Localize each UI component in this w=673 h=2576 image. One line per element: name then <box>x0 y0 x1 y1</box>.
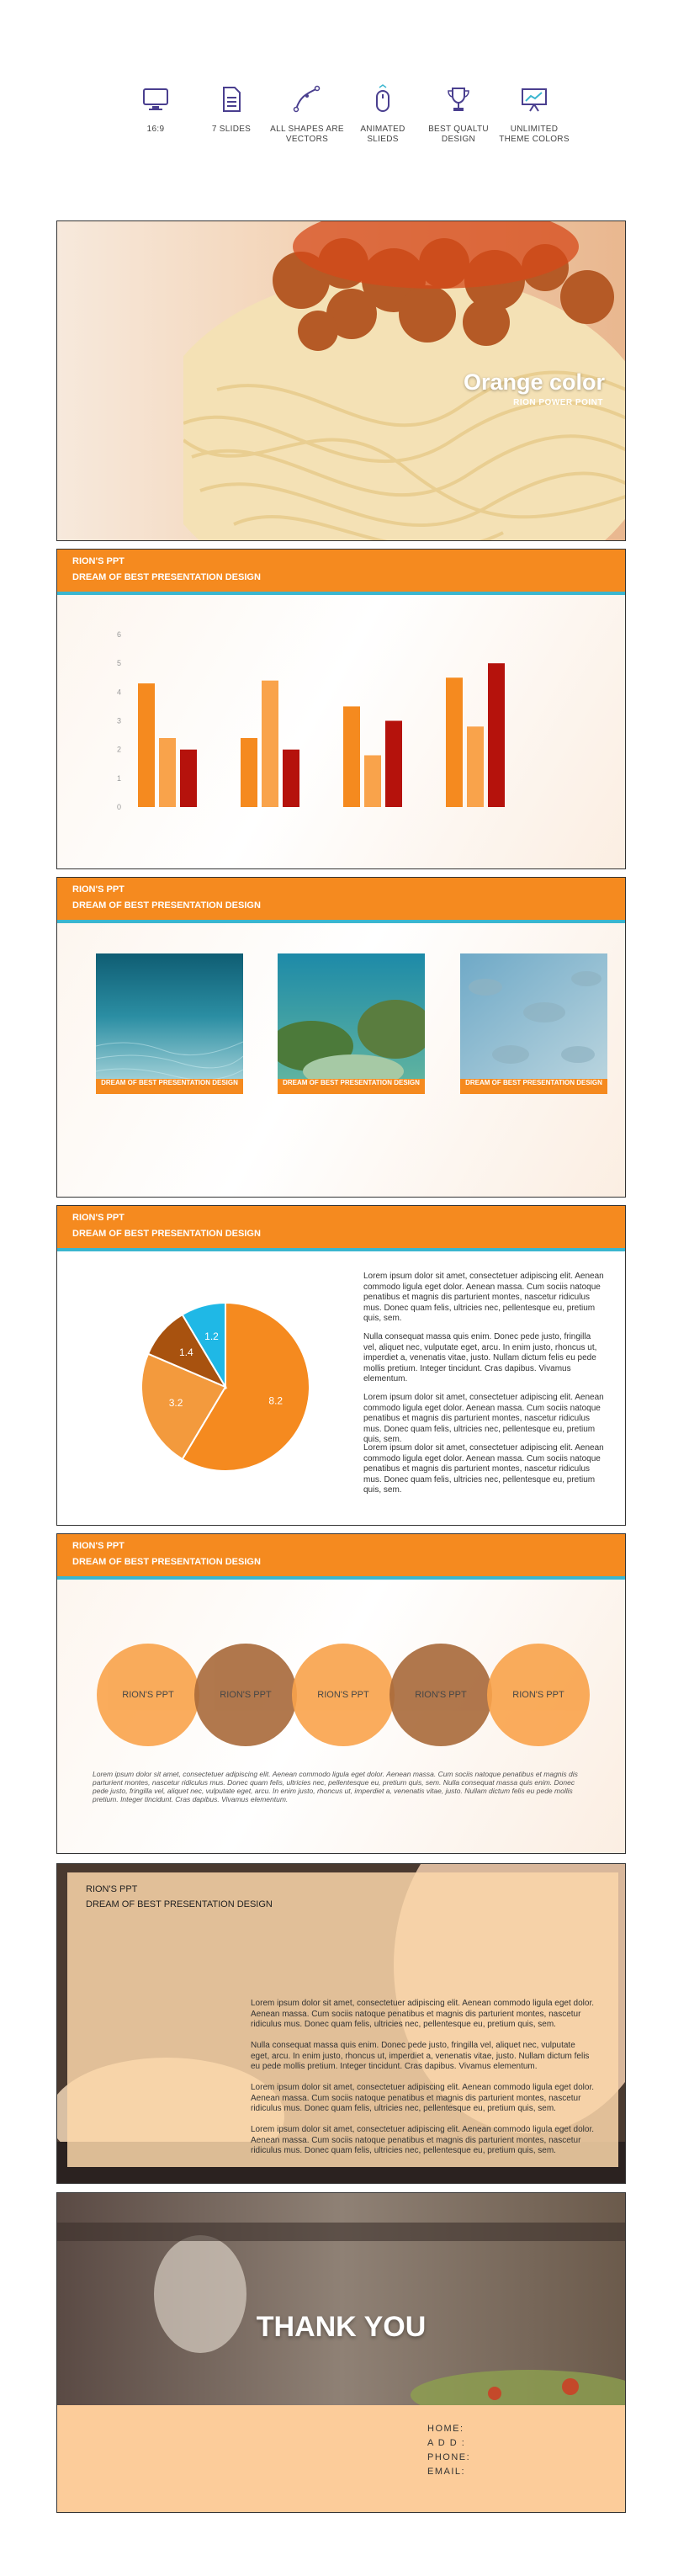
feature-label: ALL SHAPES ARE VECTORS <box>270 125 344 144</box>
y-tick-label: 6 <box>116 630 121 639</box>
contact-panel <box>57 2405 625 2513</box>
photo-card[interactable] <box>460 953 607 1086</box>
slide-banner <box>57 878 625 920</box>
panel-title: RION'S PPT <box>86 1884 138 1894</box>
feature-label: ANIMATED SLIEDS <box>360 125 405 144</box>
circles-paragraph: Lorem ipsum dolor sit amet, consectetuer adipiscing elit. Aenean commodo ligula eget dolor. Aenean massa. Cum sociis natoque penatibus et magnis dis parturient montes, nascetur ridiculus mus. Donec quam felis, ultricies nec, pellentesque eu, pretium quis, sem. Nulla consequat massa quis enim. Donec pede justo, fringilla vel, aliquet nec, vulputate eget, arcu. In enim justo, rhoncus ut, imperdiet a, venenatis vitae, justo. Nullam dictum felis eu pede mollis pretium. Integer tincidunt. Cras dapibus. Vivamus elementum. <box>93 1770 578 1803</box>
shallow-water-photo <box>460 953 607 1080</box>
presentation-chart-icon <box>519 84 549 114</box>
photo-caption: DREAM OF BEST PRESENTATION DESIGN <box>96 1079 243 1094</box>
pie-label: 1.2 <box>204 1330 219 1343</box>
pie-chart <box>125 1286 326 1488</box>
kitchen-background-image <box>57 2193 626 2405</box>
circle-item[interactable]: RION'S PPT <box>389 1644 492 1746</box>
bar <box>385 721 402 808</box>
bar <box>364 756 381 808</box>
thank-you-title: THANK YOU <box>256 2311 427 2343</box>
mouse-icon <box>368 84 398 114</box>
feature-quality <box>421 84 496 145</box>
y-tick-label: 3 <box>116 716 121 725</box>
photo-card[interactable] <box>278 953 425 1086</box>
slide-title[interactable] <box>56 220 626 541</box>
pie-paragraph: Lorem ipsum dolor sit amet, consectetuer adipiscing elit. Aenean commodo ligula eget dolor. Aenean massa. Cum sociis natoque penatibus et magnis dis parturient montes, nascetur ridiculus mus. Donec quam felis, ultricies nec, pellentesque eu, pretium quis, sem. <box>363 1272 604 1323</box>
feature-colors <box>496 84 572 145</box>
slide-banner <box>57 1534 625 1576</box>
y-tick-label: 5 <box>116 659 121 668</box>
panel-paragraph: Nulla consequat massa quis enim. Donec pede justo, fringilla vel, aliquet nec, vulputate eget, arcu. In enim justo, rhoncus ut, imperdiet a, venenatis vitae, justo. Nullam dictum felis eu pede mollis pretium. Integer tincidunt. Cras dapibus. Vivamus elementum. <box>251 2041 590 2071</box>
bar <box>283 750 299 807</box>
slide-text-overlay[interactable] <box>56 1863 626 2184</box>
bar <box>488 663 505 807</box>
slide-subtitle-text: RION POWER POINT <box>513 398 603 407</box>
photo-caption: DREAM OF BEST PRESENTATION DESIGN <box>278 1079 425 1094</box>
pie-paragraph: Nulla consequat massa quis enim. Donec pede justo, fringilla vel, aliquet nec, vulputate eget, arcu. In enim justo, rhoncus ut, imperdiet a, venenatis vitae, justo. Nullam dictum felis eu pede mollis pretium. Integer tincidunt. Cras dapibus. Vivamus elementum. <box>363 1332 597 1384</box>
slide-photos[interactable] <box>56 877 626 1198</box>
bar <box>467 726 484 807</box>
slide-banner <box>57 550 625 592</box>
pie-label: 1.4 <box>178 1346 193 1359</box>
photo-card[interactable] <box>96 953 243 1086</box>
y-tick-label: 2 <box>116 745 121 754</box>
underwater-photo <box>96 953 243 1080</box>
banner-title: RION'S PPT <box>72 884 125 895</box>
bar <box>180 750 197 807</box>
feature-label: BEST QUALTU DESIGN <box>428 125 489 144</box>
pie-label: 3.2 <box>168 1397 183 1410</box>
panel-subtitle: DREAM OF BEST PRESENTATION DESIGN <box>86 1899 273 1909</box>
feature-label: 16:9 <box>146 125 165 134</box>
banner-title: RION'S PPT <box>72 556 125 566</box>
monitor-icon <box>140 84 171 114</box>
y-tick-label: 0 <box>116 803 121 811</box>
y-tick-label: 4 <box>116 688 121 697</box>
slide-bar-chart[interactable] <box>56 549 626 869</box>
slide-title-text: Orange color <box>463 369 605 395</box>
slide-banner <box>57 1206 625 1248</box>
slide-pie-chart[interactable] <box>56 1205 626 1526</box>
panel-paragraph: Lorem ipsum dolor sit amet, consectetuer adipiscing elit. Aenean commodo ligula eget dolor. Aenean massa. Cum sociis natoque penatibus et magnis dis parturient montes, nascetur ridiculus mus. Donec quam felis, ultricies nec, pellentesque eu, pretium quis, sem. <box>251 1999 595 2029</box>
trophy-icon <box>443 84 474 114</box>
vector-pen-icon <box>292 84 322 114</box>
feature-label: 7 SLIDES <box>211 125 252 134</box>
bar <box>262 681 278 807</box>
coral-photo <box>278 953 425 1080</box>
slide-thank-you[interactable] <box>56 2192 626 2513</box>
banner-divider <box>57 1576 625 1580</box>
contact-address: A D D : <box>427 2438 466 2448</box>
banner-title: RION'S PPT <box>72 1541 125 1551</box>
bar <box>446 677 463 807</box>
feature-vectors <box>269 84 345 145</box>
bar <box>159 738 176 807</box>
circle-item[interactable]: RION'S PPT <box>487 1644 590 1746</box>
banner-subtitle: DREAM OF BEST PRESENTATION DESIGN <box>72 1557 261 1567</box>
banner-title: RION'S PPT <box>72 1213 125 1223</box>
banner-divider <box>57 1248 625 1251</box>
feature-animated <box>345 84 421 145</box>
photo-caption: DREAM OF BEST PRESENTATION DESIGN <box>460 1079 607 1094</box>
panel-paragraph: Lorem ipsum dolor sit amet, consectetuer adipiscing elit. Aenean commodo ligula eget dolor. Aenean massa. Cum sociis natoque penatibus et magnis dis parturient montes, nascetur ridiculus mus. Donec quam felis, ultricies nec, pellentesque eu, pretium quis, sem. <box>251 2083 595 2113</box>
circle-item[interactable]: RION'S PPT <box>97 1644 199 1746</box>
bar <box>343 706 360 807</box>
contact-list <box>427 2422 470 2479</box>
bar-chart <box>57 595 626 869</box>
pie-label: 8.2 <box>268 1394 284 1407</box>
features-row <box>118 84 572 185</box>
document-icon <box>216 84 246 114</box>
pie-paragraph: Lorem ipsum dolor sit amet, consectetuer adipiscing elit. Aenean commodo ligula eget dolor. Aenean massa. Cum sociis natoque penatibus et magnis dis parturient montes, nascetur ridiculus mus. Donec quam felis, ultricies nec, pellentesque eu, pretium quis, sem. <box>363 1393 604 1444</box>
panel-paragraph: Lorem ipsum dolor sit amet, consectetuer adipiscing elit. Aenean commodo ligula eget dolor. Aenean massa. Cum sociis natoque penatibus et magnis dis parturient montes, nascetur ridiculus mus. Donec quam felis, ultricies nec, pellentesque eu, pretium quis, sem. <box>251 2125 595 2155</box>
circle-item[interactable]: RION'S PPT <box>194 1644 297 1746</box>
banner-subtitle: DREAM OF BEST PRESENTATION DESIGN <box>72 572 261 582</box>
banner-divider <box>57 920 625 923</box>
contact-phone: PHONE: <box>427 2452 471 2462</box>
feature-aspect <box>118 84 193 135</box>
contact-email: EMAIL: <box>427 2467 466 2477</box>
slide-circles[interactable] <box>56 1533 626 1854</box>
y-tick-label: 1 <box>116 773 121 783</box>
bar <box>138 683 155 807</box>
bar <box>241 738 257 807</box>
banner-subtitle: DREAM OF BEST PRESENTATION DESIGN <box>72 900 261 911</box>
feature-label: UNLIMITED THEME COLORS <box>499 125 570 144</box>
feature-slides <box>193 84 269 135</box>
contact-home: HOME: <box>427 2424 464 2434</box>
banner-subtitle: DREAM OF BEST PRESENTATION DESIGN <box>72 1229 261 1239</box>
circle-item[interactable]: RION'S PPT <box>292 1644 395 1746</box>
pie-paragraph: Lorem ipsum dolor sit amet, consectetuer adipiscing elit. Aenean commodo ligula eget dolor. Aenean massa. Cum sociis natoque penatibus et magnis dis parturient montes, nascetur ridiculus mus. Donec quam felis, ultricies nec, pellentesque eu, pretium quis, sem. <box>363 1443 604 1495</box>
